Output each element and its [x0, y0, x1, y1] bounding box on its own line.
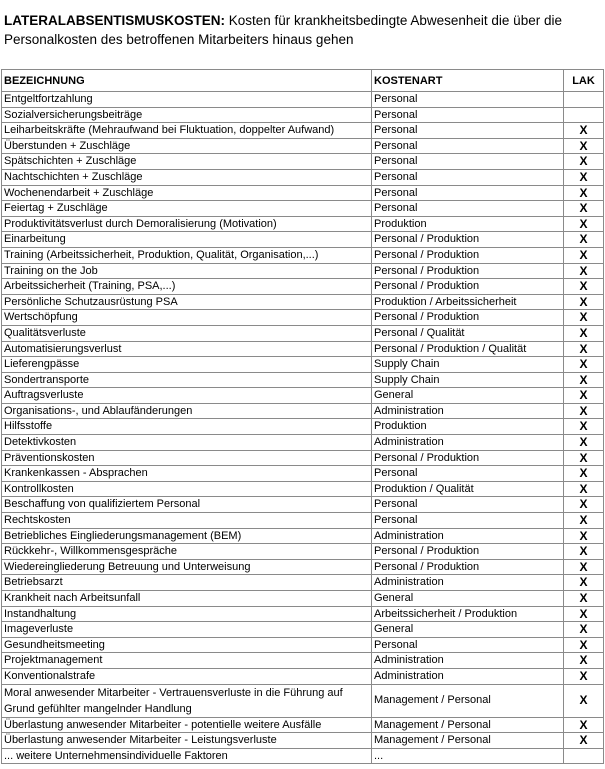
- cell-bezeichnung: Wochenendarbeit + Zuschläge: [2, 185, 372, 201]
- table-row: [2, 419, 604, 435]
- cell-lak: X: [564, 544, 604, 560]
- cell-bezeichnung: Überlastung anwesender Mitarbeiter - potentielle weitere Ausfälle: [2, 717, 372, 733]
- cell-kostenart: Personal: [372, 497, 564, 513]
- cell-bezeichnung: Persönliche Schutzausrüstung PSA: [2, 294, 372, 310]
- cell-kostenart: Supply Chain: [372, 357, 564, 373]
- cell-kostenart: Personal: [372, 154, 564, 170]
- cell-bezeichnung: Präventionskosten: [2, 450, 372, 466]
- cell-kostenart: Produktion / Qualität: [372, 481, 564, 497]
- cell-bezeichnung: Produktivitätsverlust durch Demoralisierung (Motivation): [2, 216, 372, 232]
- table-row: [2, 123, 604, 139]
- table-row: [2, 138, 604, 154]
- cell-kostenart: Administration: [372, 403, 564, 419]
- cell-lak: X: [564, 232, 604, 248]
- cell-bezeichnung: Nachtschichten + Zuschläge: [2, 169, 372, 185]
- cell-bezeichnung: Feiertag + Zuschläge: [2, 201, 372, 217]
- cell-bezeichnung: Qualitätsverluste: [2, 325, 372, 341]
- table-row: [2, 528, 604, 544]
- cell-kostenart: Personal: [372, 92, 564, 108]
- table-header-row: [2, 70, 604, 92]
- table-row: [2, 544, 604, 560]
- cell-bezeichnung: Wertschöpfung: [2, 310, 372, 326]
- table-row: [2, 294, 604, 310]
- cell-bezeichnung: Training (Arbeitssicherheit, Produktion, Qualität, Organisation,...): [2, 247, 372, 263]
- cell-lak: [564, 748, 604, 764]
- cell-bezeichnung: Beschaffung von qualifiziertem Personal: [2, 497, 372, 513]
- heading-title: LATERALABSENTISMUSKOSTEN:: [4, 13, 225, 28]
- cell-bezeichnung: Betriebsarzt: [2, 575, 372, 591]
- cell-bezeichnung: Lieferengpässe: [2, 357, 372, 373]
- cell-lak: X: [564, 154, 604, 170]
- cell-lak: X: [564, 357, 604, 373]
- cell-kostenart: Management / Personal: [372, 684, 564, 717]
- cell-lak: X: [564, 481, 604, 497]
- cell-bezeichnung: Training on the Job: [2, 263, 372, 279]
- cell-lak: X: [564, 733, 604, 749]
- cell-kostenart: Personal / Produktion: [372, 263, 564, 279]
- cell-kostenart: Supply Chain: [372, 372, 564, 388]
- cell-lak: X: [564, 123, 604, 139]
- cell-kostenart: Administration: [372, 528, 564, 544]
- table-row: [2, 279, 604, 295]
- cell-bezeichnung: Betriebliches Eingliederungsmanagement (BEM): [2, 528, 372, 544]
- table-row: [2, 201, 604, 217]
- cell-lak: X: [564, 185, 604, 201]
- cell-bezeichnung: Arbeitssicherheit (Training, PSA,...): [2, 279, 372, 295]
- cell-kostenart: Personal: [372, 169, 564, 185]
- cell-bezeichnung: Überstunden + Zuschläge: [2, 138, 372, 154]
- cell-lak: X: [564, 528, 604, 544]
- cell-lak: X: [564, 263, 604, 279]
- cell-kostenart: Produktion: [372, 216, 564, 232]
- table-row: [2, 107, 604, 123]
- cell-bezeichnung: Sondertransporte: [2, 372, 372, 388]
- table-row: [2, 154, 604, 170]
- table-row: [2, 591, 604, 607]
- cell-kostenart: Personal / Produktion: [372, 310, 564, 326]
- cost-table: [1, 69, 604, 764]
- cell-kostenart: Personal / Produktion / Qualität: [372, 341, 564, 357]
- cell-bezeichnung: Automatisierungsverlust: [2, 341, 372, 357]
- cell-lak: X: [564, 403, 604, 419]
- table-row: [2, 513, 604, 529]
- table-row: [2, 341, 604, 357]
- cell-lak: X: [564, 653, 604, 669]
- cell-bezeichnung: Gesundheitsmeeting: [2, 637, 372, 653]
- table-body: [2, 92, 604, 764]
- cell-kostenart: Personal / Produktion: [372, 450, 564, 466]
- cell-bezeichnung: Organisations-, und Ablaufänderungen: [2, 403, 372, 419]
- cell-lak: X: [564, 294, 604, 310]
- cell-lak: X: [564, 717, 604, 733]
- cell-bezeichnung: Hilfsstoffe: [2, 419, 372, 435]
- cell-kostenart: Arbeitssicherheit / Produktion: [372, 606, 564, 622]
- table-row: [2, 185, 604, 201]
- table-row: [2, 435, 604, 451]
- cell-bezeichnung: Sozialversicherungsbeiträge: [2, 107, 372, 123]
- cell-bezeichnung: Einarbeitung: [2, 232, 372, 248]
- table-row: [2, 216, 604, 232]
- cell-kostenart: Personal: [372, 185, 564, 201]
- cell-kostenart: Administration: [372, 435, 564, 451]
- cell-lak: X: [564, 637, 604, 653]
- cell-lak: X: [564, 466, 604, 482]
- table-row: [2, 684, 604, 717]
- cell-lak: X: [564, 591, 604, 607]
- table-row: [2, 497, 604, 513]
- cell-lak: X: [564, 372, 604, 388]
- cell-lak: X: [564, 216, 604, 232]
- cell-kostenart: Personal / Produktion: [372, 559, 564, 575]
- cell-lak: X: [564, 606, 604, 622]
- table-row: [2, 357, 604, 373]
- table-row: [2, 325, 604, 341]
- cell-lak: X: [564, 684, 604, 717]
- cell-lak: X: [564, 668, 604, 684]
- cell-lak: X: [564, 279, 604, 295]
- cell-kostenart: Personal / Qualität: [372, 325, 564, 341]
- table-row: [2, 169, 604, 185]
- cell-bezeichnung: Rechtskosten: [2, 513, 372, 529]
- cell-bezeichnung: Spätschichten + Zuschläge: [2, 154, 372, 170]
- cell-kostenart: Management / Personal: [372, 717, 564, 733]
- cell-kostenart: Administration: [372, 653, 564, 669]
- column-header-kostenart: KOSTENART: [372, 70, 564, 92]
- cell-bezeichnung: Überlastung anwesender Mitarbeiter - Leistungsverluste: [2, 733, 372, 749]
- cell-kostenart: Personal: [372, 201, 564, 217]
- cell-lak: X: [564, 325, 604, 341]
- cell-bezeichnung: Entgeltfortzahlung: [2, 92, 372, 108]
- cell-kostenart: Personal / Produktion: [372, 544, 564, 560]
- table-row: [2, 247, 604, 263]
- cell-lak: [564, 107, 604, 123]
- cell-lak: X: [564, 559, 604, 575]
- cell-lak: X: [564, 341, 604, 357]
- table-row: [2, 606, 604, 622]
- table-row: [2, 310, 604, 326]
- cell-kostenart: Personal: [372, 637, 564, 653]
- cell-kostenart: General: [372, 591, 564, 607]
- cell-lak: X: [564, 247, 604, 263]
- cell-bezeichnung: Moral anwesender Mitarbeiter - Vertrauensverluste in die Führung auf Grund gefühlter mangelnder Handlung: [2, 684, 372, 717]
- table-row: [2, 748, 604, 764]
- table-row: [2, 717, 604, 733]
- table-row: [2, 653, 604, 669]
- cell-bezeichnung: Imageverluste: [2, 622, 372, 638]
- cell-lak: [564, 92, 604, 108]
- cell-bezeichnung: Projektmanagement: [2, 653, 372, 669]
- table-row: [2, 481, 604, 497]
- cell-lak: X: [564, 435, 604, 451]
- cell-kostenart: Personal: [372, 466, 564, 482]
- cell-kostenart: Personal / Produktion: [372, 279, 564, 295]
- cell-kostenart: Personal: [372, 123, 564, 139]
- table-row: [2, 403, 604, 419]
- cell-bezeichnung: ... weitere Unternehmensindividuelle Faktoren: [2, 748, 372, 764]
- cell-lak: X: [564, 419, 604, 435]
- table-row: [2, 575, 604, 591]
- cell-kostenart: Personal / Produktion: [372, 247, 564, 263]
- cell-bezeichnung: Konventionalstrafe: [2, 668, 372, 684]
- table-row: [2, 263, 604, 279]
- cell-kostenart: Personal / Produktion: [372, 232, 564, 248]
- cell-bezeichnung: Instandhaltung: [2, 606, 372, 622]
- cell-lak: X: [564, 497, 604, 513]
- table-row: [2, 388, 604, 404]
- column-header-lak: LAK: [564, 70, 604, 92]
- table-row: [2, 637, 604, 653]
- cell-bezeichnung: Wiedereingliederung Betreuung und Unterweisung: [2, 559, 372, 575]
- column-header-bezeichnung: BEZEICHNUNG: [2, 70, 372, 92]
- heading-description: Kosten für krankheitsbedingte Abwesenheit die über die Personalkosten des betroffenen Mitarbeiters hinaus gehen: [4, 13, 562, 47]
- cell-kostenart: Administration: [372, 575, 564, 591]
- table-row: [2, 668, 604, 684]
- cell-lak: X: [564, 450, 604, 466]
- cell-bezeichnung: Kontrollkosten: [2, 481, 372, 497]
- cell-lak: X: [564, 310, 604, 326]
- cell-lak: X: [564, 138, 604, 154]
- cell-lak: X: [564, 513, 604, 529]
- cell-bezeichnung: Auftragsverluste: [2, 388, 372, 404]
- table-row: [2, 372, 604, 388]
- cell-lak: X: [564, 575, 604, 591]
- cell-kostenart: Produktion: [372, 419, 564, 435]
- cell-lak: X: [564, 622, 604, 638]
- table-row: [2, 559, 604, 575]
- table-row: [2, 733, 604, 749]
- cell-kostenart: ...: [372, 748, 564, 764]
- table-row: [2, 232, 604, 248]
- cell-kostenart: General: [372, 388, 564, 404]
- cell-kostenart: General: [372, 622, 564, 638]
- cell-lak: X: [564, 201, 604, 217]
- cell-bezeichnung: Krankenkassen - Absprachen: [2, 466, 372, 482]
- cell-lak: X: [564, 169, 604, 185]
- cell-bezeichnung: Krankheit nach Arbeitsunfall: [2, 591, 372, 607]
- cell-kostenart: Personal: [372, 513, 564, 529]
- table-row: [2, 92, 604, 108]
- cell-bezeichnung: Detektivkosten: [2, 435, 372, 451]
- cell-kostenart: Administration: [372, 668, 564, 684]
- table-row: [2, 622, 604, 638]
- cell-bezeichnung: Leiharbeitskräfte (Mehraufwand bei Fluktuation, doppelter Aufwand): [2, 123, 372, 139]
- cell-kostenart: Personal: [372, 107, 564, 123]
- cell-kostenart: Personal: [372, 138, 564, 154]
- table-row: [2, 466, 604, 482]
- cell-lak: X: [564, 388, 604, 404]
- cell-bezeichnung: Rückkehr-, Willkommensgespräche: [2, 544, 372, 560]
- cell-kostenart: Management / Personal: [372, 733, 564, 749]
- table-row: [2, 450, 604, 466]
- cell-kostenart: Produktion / Arbeitssicherheit: [372, 294, 564, 310]
- page-heading: [4, 11, 602, 49]
